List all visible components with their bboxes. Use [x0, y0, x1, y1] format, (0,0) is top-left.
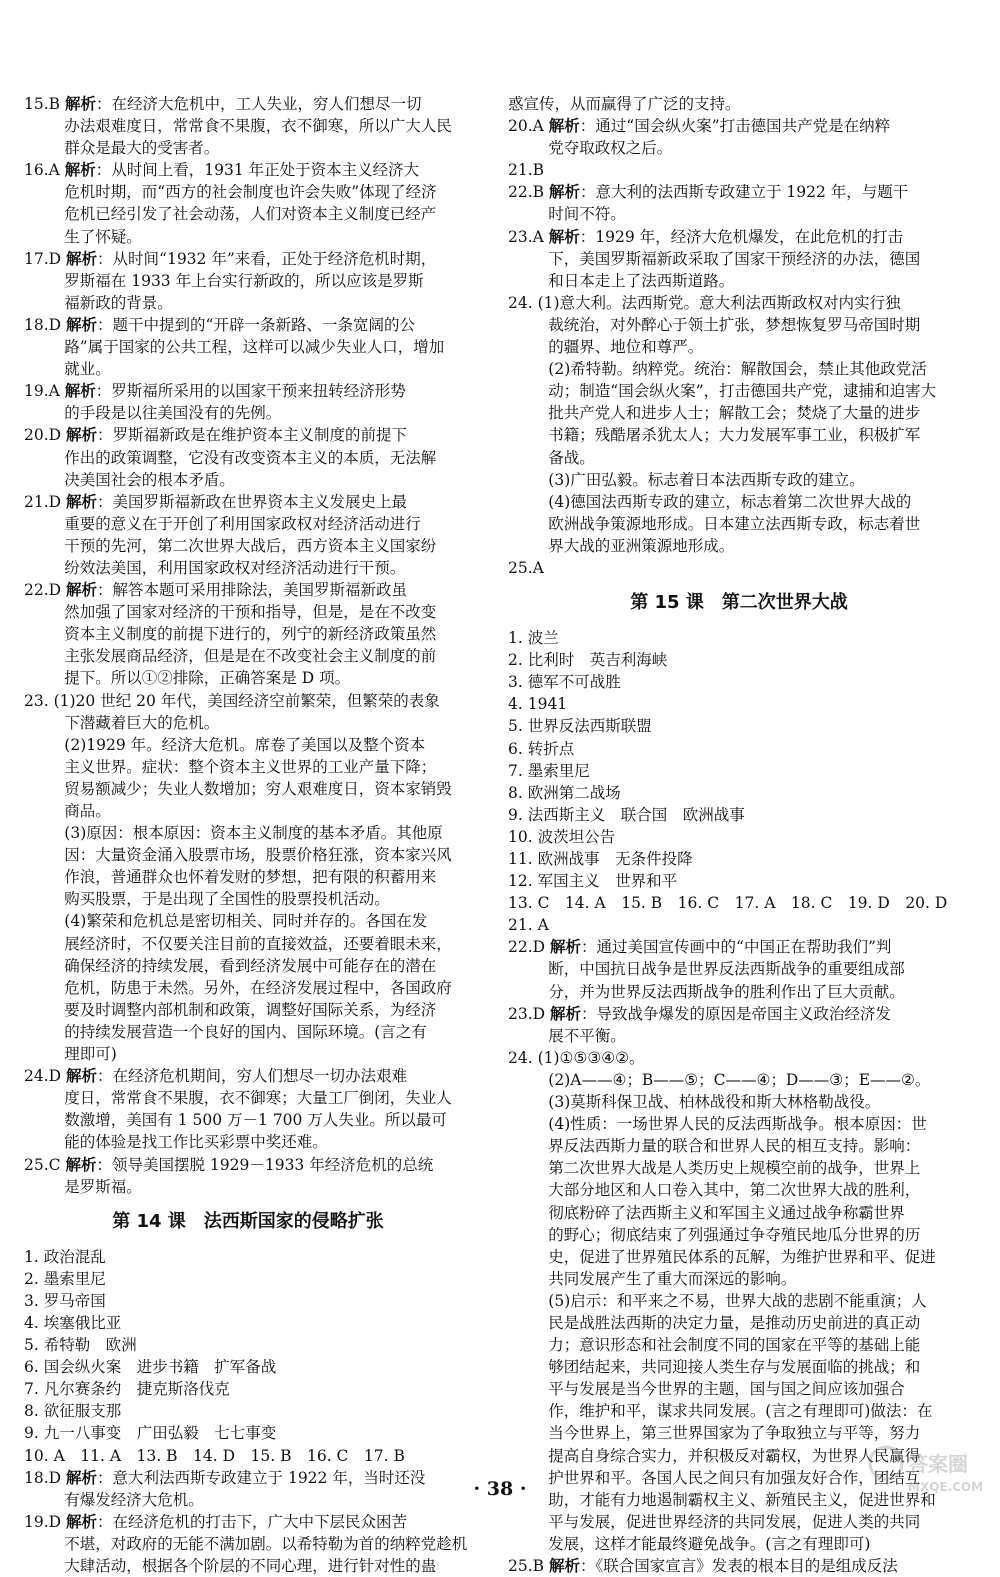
answer-text: (5)启示：和平来之不易，世界大战的悲剧不能重演；人	[548, 1291, 927, 1310]
answer-line	[508, 1356, 970, 1378]
answer-line	[508, 1511, 970, 1533]
answer-line	[508, 491, 970, 513]
analysis-keyword: 解析	[66, 1468, 98, 1487]
answer-line	[508, 1157, 970, 1179]
answer-text: ：从时间上看，1931 年正处于资本主义经济大	[95, 161, 420, 180]
answer-line	[24, 844, 472, 866]
answer-line	[24, 115, 472, 137]
right-answer	[508, 181, 970, 225]
left-answer	[24, 93, 472, 159]
answer-line	[508, 203, 970, 225]
right-answer	[508, 159, 970, 181]
answer-id: 25.B	[508, 1557, 545, 1575]
answer-text: 群众是最大的受害者。	[64, 139, 220, 158]
answer-line	[24, 910, 472, 932]
answer-line	[24, 1065, 472, 1087]
answer-text: 是罗斯福。	[64, 1177, 142, 1196]
answer-line	[508, 226, 970, 248]
answer-text: 办法艰难度日，常常食不果腹，衣不御寒，所以广大人民	[64, 117, 452, 136]
answer-line	[24, 226, 472, 248]
answer-id: 22.D	[508, 938, 546, 957]
answer-text: 史，促进了世界殖民体系的瓦解，为维护世界和平、促进	[548, 1247, 936, 1266]
answer-line	[24, 999, 472, 1021]
answer-text: (3)广田弘毅。标志着日本法西斯专政的建立。	[548, 470, 865, 489]
list-item: 9. 九一八事变 广田弘毅 七七事变	[24, 1424, 277, 1443]
answer-id: 18.D	[24, 1468, 62, 1487]
answer-line	[508, 1400, 970, 1422]
left-column	[24, 93, 472, 1577]
answer-text: 和日本走上了法西斯道路。	[548, 271, 735, 290]
answer-text: 平与发展，促进世界经济的共同发展，促进人类的共同	[548, 1512, 921, 1531]
answer-text: 助，才能有力地遏制霸权主义、新殖民主义，促进世界和	[548, 1490, 936, 1509]
answer-text: ：题干中提到的“开辟一条新路、一条宽阔的公	[97, 315, 415, 334]
answer-text: (4)繁荣和危机总是密切相关、同时并存的。各国在发	[64, 912, 428, 931]
answer-line	[508, 248, 970, 270]
answer-text: ：意大利法西斯专政建立于 1922 年，当时还没	[97, 1468, 426, 1487]
answer-text: 重要的意义在于开创了利用国家政权对经济活动进行	[64, 514, 421, 533]
answer-text: 裁统治，对外醉心于领土扩张，梦想恢复罗马帝国时期	[548, 315, 921, 334]
answer-text: 展不平衡。	[548, 1026, 626, 1045]
list-item: 1. 政治混乱	[24, 1247, 106, 1266]
analysis-keyword: 解析	[64, 161, 96, 180]
answer-line	[508, 424, 970, 446]
answer-text: 决美国社会的根本矛盾。	[64, 470, 235, 489]
list-item: 10. A 11. A 13. B 14. D 15. B 16. C 17. B	[24, 1446, 405, 1465]
answer-text: 提高自身综合实力，并积极反对霸权，为世界人民赢得	[548, 1446, 921, 1465]
answer-text: ：在经济大危机中，工人失业，穷人们想尽一切	[96, 95, 422, 113]
answer-text: ：罗斯福所采用的以国家干预来扭转经济形势	[95, 382, 406, 401]
list-item: 10. 波茨坦公告	[508, 827, 616, 846]
answer-text: ：解答本题可采用排除法，美国罗斯福新政虽	[97, 581, 408, 600]
answer-line	[508, 535, 970, 557]
right-answer	[508, 557, 970, 579]
answer-line	[508, 1091, 970, 1113]
analysis-keyword: 解析	[64, 95, 96, 113]
answer-text: (2)A——④；B——⑤；C——④；D——③；E——②。	[548, 1070, 931, 1089]
answer-id: 23.D	[508, 1004, 546, 1023]
answer-line	[508, 1533, 970, 1555]
answer-line	[24, 822, 472, 844]
left-answer	[24, 491, 472, 579]
answer-line	[508, 402, 970, 424]
answer-line	[24, 1154, 472, 1176]
left-answer	[24, 690, 472, 1066]
answer-text: 贸易额减少；失业人数增加；穷人艰难度日，资本家销毁	[64, 779, 452, 798]
answer-line	[24, 1511, 472, 1533]
answer-text: ：导致战争爆发的原因是帝国主义政治经济发	[581, 1004, 892, 1023]
right-answer	[508, 93, 970, 115]
answer-line	[24, 1043, 472, 1065]
answer-text: 资本主义制度的前提下进行的，列宁的新经济政策虽然	[64, 625, 437, 644]
answer-text: 然加强了国家对经济的干预和指导，但是，是在不改变	[64, 603, 437, 622]
answer-line	[24, 557, 472, 579]
answer-id: 16.A	[24, 161, 60, 180]
answer-line	[24, 667, 472, 689]
analysis-keyword: 解析	[66, 492, 98, 511]
answer-line	[24, 756, 472, 778]
right-answer	[508, 292, 970, 557]
answer-line	[24, 1021, 472, 1043]
answer-text: 下，美国罗斯福新政采取了国家干预经济的办法，德国	[548, 249, 921, 268]
answer-text: 界大战的亚洲策源地形成。	[548, 536, 735, 555]
answer-line	[24, 734, 472, 756]
answer-id: 22.D	[24, 581, 62, 600]
answer-line	[24, 93, 472, 115]
answer-line	[24, 977, 472, 999]
answer-line	[24, 424, 472, 446]
answer-text: 备战。	[548, 448, 595, 467]
answer-text: 能的体验是找工作比买彩票中奖还难。	[64, 1133, 328, 1152]
answer-id: 19.A	[24, 382, 60, 401]
answer-text: 的疆界、地位和尊严。	[548, 338, 704, 357]
answer-text: 主义世界。症状：整个资本主义世界的工业产量下降；	[64, 757, 437, 776]
answer-id: 24.	[508, 293, 533, 312]
answer-line	[508, 181, 970, 203]
answer-text: 确保经济的持续发展，看到经济发展中可能存在的潜在	[64, 956, 437, 975]
analysis-keyword: 解析	[66, 426, 98, 445]
list-item: 11. 欧洲战事 无条件投降	[508, 850, 693, 868]
answer-text: 生了怀疑。	[64, 227, 142, 246]
answer-text: 欧洲战争策源地形成。日本建立法西斯专政，标志着世	[548, 514, 921, 533]
answer-line	[24, 800, 472, 822]
analysis-keyword: 解析	[548, 227, 580, 246]
answer-id: 20.D	[24, 426, 62, 445]
answer-id: 23.	[24, 691, 49, 710]
answer-line	[24, 888, 472, 910]
lesson15-answer	[508, 1555, 970, 1577]
answer-text: 大肆活动，根据各个阶层的不同心理，进行针对性的蛊	[64, 1557, 437, 1575]
answer-line	[24, 314, 472, 336]
answer-line	[24, 491, 472, 513]
answer-line	[24, 955, 472, 977]
answer-line	[24, 270, 472, 292]
lesson-15-title: 第 15 课 第二次世界大战	[630, 592, 848, 614]
answer-text: 展经济时，不仅要关注目前的直接效益，还要着眼未来，	[64, 934, 452, 953]
list-item: 7. 墨索里尼	[508, 761, 590, 780]
answer-id: 18.D	[24, 315, 62, 334]
answer-text: 书籍；残酷屠杀犹太人；大力发展军事工业，积极扩军	[548, 426, 921, 445]
answer-text: 当今世界上，第三世界国家为了争取独立与平等，努力	[548, 1424, 921, 1443]
answer-line	[24, 1087, 472, 1109]
list-item: 2. 比利时 英吉利海峡	[508, 651, 668, 670]
answer-line	[508, 115, 970, 137]
list-item: 3. 罗马帝国	[24, 1291, 106, 1310]
answer-line	[24, 1131, 472, 1153]
answer-line	[508, 314, 970, 336]
list-item: 4. 1941	[508, 695, 568, 714]
answer-line	[508, 336, 970, 358]
answer-line	[24, 469, 472, 491]
answer-line	[24, 645, 472, 667]
lesson14-answer	[24, 1511, 472, 1577]
answer-line	[24, 513, 472, 535]
analysis-keyword: 解析	[66, 1067, 98, 1086]
analysis-keyword: 解析	[550, 938, 582, 957]
answer-text: 够团结起来，共同迎接人类生存与发展面临的挑战；和	[548, 1358, 921, 1377]
answer-text: 力；意识形态和社会制度不同的国家在平等的基础上能	[548, 1336, 921, 1355]
answer-text: 危机，防患于未然。另外，在经济发展过程中，各国政府	[64, 978, 452, 997]
answer-text: 断，中国抗日战争是世界反法西斯战争的重要组成部	[548, 960, 905, 979]
answer-line	[24, 778, 472, 800]
lesson15-answer	[508, 936, 970, 1002]
list-item: 4. 埃塞俄比亚	[24, 1313, 122, 1332]
answer-line	[508, 447, 970, 469]
answer-text: 彻底粉碎了法西斯主义和军国主义通过战争称霸世界	[548, 1203, 905, 1222]
left-answer	[24, 314, 472, 380]
right-answer	[508, 226, 970, 292]
answer-text: 共同发展产生了重大而深远的影响。	[548, 1269, 797, 1288]
lesson15-answer	[508, 1003, 970, 1047]
answer-line	[24, 181, 472, 203]
answer-line	[24, 535, 472, 557]
answer-line	[24, 579, 472, 601]
answer-id: 24.D	[24, 1067, 62, 1086]
analysis-keyword: 解析	[66, 1512, 98, 1531]
answer-text: 发展，这样才能最终避免战争。(言之有理即可)	[548, 1534, 871, 1553]
answer-text: 党夺取政权之后。	[548, 139, 673, 158]
answer-line	[508, 513, 970, 535]
answer-text: (3)原因：根本原因：资本主义制度的基本矛盾。其他原	[64, 824, 443, 843]
list-item: 13. C 14. A 15. B 16. C 17. A 18. C 19. D 20. D	[508, 894, 948, 913]
list-item: 5. 希特勒 欧洲	[24, 1336, 137, 1355]
answer-text: 危机已经引发了社会动荡，人们对资本主义制度已经产	[64, 205, 437, 224]
answer-text: 作出的政策调整，它没有改变资本主义的本质，无法解	[64, 448, 437, 467]
answer-line	[24, 447, 472, 469]
left-answer	[24, 1154, 472, 1198]
analysis-keyword: 解析	[66, 249, 98, 268]
answer-text: ：在经济危机的打击下，广大中下层民众困苦	[97, 1512, 408, 1531]
answer-line	[508, 1179, 970, 1201]
left-answer	[24, 380, 472, 424]
answer-text: 罗斯福在 1933 年上台实行新政的，所以应该是罗斯	[64, 271, 424, 290]
answer-line	[508, 1334, 970, 1356]
list-item: 6. 转折点	[508, 739, 575, 758]
answer-line	[24, 292, 472, 314]
list-item: 3. 德军不可战胜	[508, 673, 621, 692]
left-answer	[24, 159, 472, 247]
answer-id: 22.B	[508, 183, 545, 202]
answer-id: 20.A	[508, 117, 544, 136]
answer-line	[24, 159, 472, 181]
left-answer	[24, 579, 472, 689]
answer-line	[508, 159, 970, 181]
answer-text: 购买股票，于是出现了全国性的股票投机活动。	[64, 890, 390, 909]
svg-text:MXQE.COM: MXQE.COM	[908, 1480, 984, 1494]
answer-text: (1)意大利。法西斯党。意大利法西斯政权对内实行独	[537, 293, 901, 312]
answer-id: 24.	[508, 1048, 533, 1067]
answer-text: 民是战胜法西斯的决定力量，是推动历史前进的真正动	[548, 1313, 921, 1332]
page-number: · 38 ·	[473, 1478, 527, 1500]
answer-text: 理即可)	[64, 1045, 117, 1064]
answer-id: 25.C	[24, 1155, 61, 1174]
analysis-keyword: 解析	[548, 117, 580, 136]
answer-line	[24, 1109, 472, 1131]
answer-line	[508, 1135, 970, 1157]
answer-line	[24, 248, 472, 270]
list-item: 1. 波兰	[508, 629, 559, 648]
answer-text: ：1929 年，经济大危机爆发，在此危机的打击	[579, 227, 904, 246]
answer-line	[24, 712, 472, 734]
answer-text: 数激增，美国有 1 500 万－1 700 万人失业。所以最可	[64, 1111, 447, 1130]
answer-text: ：通过美国宣传画中的“中国正在帮助我们”判	[581, 938, 892, 957]
answer-text: (1)①⑤③④②。	[537, 1048, 645, 1067]
answer-text: 不堪，对政府的无能不满加剧。以希特勒为首的纳粹党趁机	[64, 1534, 468, 1553]
answer-line	[508, 1268, 970, 1290]
answer-text: 作，维护和平，谋求共同发展。(言之有理即可)做法：在	[548, 1402, 933, 1421]
list-item: 6. 国会纵火案 进步书籍 扩军备战	[24, 1358, 277, 1377]
answer-id: 25.A	[508, 558, 544, 577]
answer-text: (3)莫斯科保卫战、柏林战役和斯大林格勒战役。	[548, 1093, 881, 1112]
answer-line	[508, 1246, 970, 1268]
answer-text: ：在经济危机期间，穷人们想尽一切办法艰难	[97, 1067, 408, 1086]
watermark-logo	[868, 1437, 988, 1499]
left-answer	[24, 1065, 472, 1153]
analysis-keyword: 解析	[548, 1557, 580, 1575]
answer-line	[508, 1025, 970, 1047]
analysis-keyword: 解析	[64, 382, 96, 401]
answer-text: 平与发展是当今世界的主题，国与国之间应该加强合	[548, 1380, 905, 1399]
lesson-14-title: 第 14 课 法西斯国家的侵略扩张	[112, 1210, 384, 1232]
left-answer	[24, 424, 472, 490]
answer-text: 干预的先河，第二次世界大战后，西方资本主义国家纷	[64, 536, 437, 555]
answer-text: 有爆发经济大危机。	[64, 1490, 204, 1509]
answer-text: 第二次世界大战是人类历史上规模空前的战争，世界上	[548, 1159, 921, 1178]
answer-text: 的野心；彻底结束了列强通过争夺殖民地瓜分世界的历	[548, 1225, 921, 1244]
list-item: 9. 法西斯主义 联合国 欧洲战事	[508, 805, 745, 824]
answer-line	[24, 601, 472, 623]
answer-line	[24, 1176, 472, 1198]
svg-text:答案圈: 答案圈	[908, 1452, 968, 1476]
answer-line	[508, 958, 970, 980]
analysis-keyword: 解析	[548, 183, 580, 202]
answer-text: 的手段是以往美国没有的先例。	[64, 404, 282, 423]
answer-line	[508, 1555, 970, 1577]
answer-text: (4)德国法西斯专政的建立，标志着第二次世界大战的	[548, 492, 912, 511]
answer-text: (1)20 世纪 20 年代，美国经济空前繁荣，但繁荣的表象	[53, 691, 440, 710]
answer-text: 大部分地区和人口卷入其中，第二次世界大战的胜利，	[548, 1181, 921, 1200]
answer-text: (4)性质：一场世界人民的反法西斯战争。根本原因：世	[548, 1115, 927, 1134]
answer-id: 19.D	[24, 1512, 62, 1531]
answer-text: 危机时期，而“西方的社会制度也许会失败”体现了经济	[64, 183, 437, 202]
left-answer	[24, 248, 472, 314]
answer-line	[24, 623, 472, 645]
answer-line	[508, 137, 970, 159]
answer-line	[508, 292, 970, 314]
analysis-keyword: 解析	[66, 581, 98, 600]
answer-text: 时间不符。	[548, 205, 626, 224]
answer-text: 界反法西斯力量的联合和世界人民的相互支持。影响：	[548, 1137, 921, 1156]
answer-text: ：从时间“1932 年”来看，正处于经济危机时期，	[97, 249, 437, 268]
answer-line	[508, 981, 970, 1003]
answer-line	[508, 1378, 970, 1400]
analysis-keyword: 解析	[550, 1004, 582, 1023]
answer-text: 护世界和平。各国人民之间只有加强友好合作，团结互	[548, 1468, 921, 1487]
answer-text: 商品。	[64, 802, 111, 820]
answer-line	[24, 1533, 472, 1555]
answer-line	[24, 137, 472, 159]
analysis-keyword: 解析	[66, 315, 98, 334]
list-item: 2. 墨索里尼	[24, 1269, 106, 1288]
answer-line	[24, 402, 472, 424]
answer-line	[508, 1224, 970, 1246]
answer-text: 惑宣传，从而赢得了广泛的支持。	[508, 95, 741, 113]
answer-line	[24, 690, 472, 712]
list-item: 8. 欲征服支那	[24, 1402, 122, 1421]
answer-line	[508, 380, 970, 402]
answer-line	[24, 933, 472, 955]
list-item: 8. 欧洲第二战场	[508, 783, 621, 802]
answer-line	[508, 1202, 970, 1224]
answer-text: ：领导美国摆脱 1929－1933 年经济危机的总统	[96, 1155, 434, 1174]
answer-text: ：美国罗斯福新政在世界资本主义发展史上最	[97, 492, 408, 511]
answer-text: 因：大量资金涌入股票市场，股票价格狂涨，资本家兴风	[64, 846, 452, 865]
answer-id: 21.B	[508, 161, 545, 180]
answer-line	[508, 93, 970, 115]
answer-line	[24, 1555, 472, 1577]
answer-text: ：罗斯福新政是在维护资本主义制度的前提下	[97, 426, 408, 445]
answer-text: 要及时调整内部机制和政策，调整好国际关系，为经济	[64, 1000, 437, 1019]
answer-line	[508, 1312, 970, 1334]
answer-line	[508, 469, 970, 491]
answer-text: 路”属于国家的公共工程，这样可以减少失业人口，增加	[64, 338, 445, 357]
answer-line	[508, 270, 970, 292]
answer-text: 福新政的背景。	[64, 293, 173, 312]
analysis-keyword: 解析	[65, 1155, 97, 1174]
answer-id: 23.A	[508, 227, 544, 246]
answer-line	[508, 1113, 970, 1135]
answer-line	[508, 1047, 970, 1069]
answer-text: 就业。	[64, 360, 111, 379]
answer-line	[508, 1290, 970, 1312]
answer-text: (2)1929 年。经济大危机。席卷了美国以及整个资本	[64, 735, 426, 754]
answer-text: 分，并为世界反法西斯战争的胜利作出了巨大贡献。	[548, 982, 905, 1001]
answer-text: 作浪，普通群众也怀着发财的梦想，把有限的积蓄用来	[64, 868, 437, 887]
right-answer	[508, 115, 970, 159]
answer-id: 21.D	[24, 492, 62, 511]
answer-line	[508, 936, 970, 958]
list-item: 21. A	[508, 916, 549, 935]
answer-text: 的持续发展营造一个良好的国内、国际环境。(言之有	[64, 1022, 427, 1041]
answer-text: ：《联合国家宣言》发表的根本目的是组成反法	[580, 1557, 898, 1575]
answer-line	[24, 866, 472, 888]
answer-id: 17.D	[24, 249, 62, 268]
answer-line	[508, 557, 970, 579]
list-item: 12. 军国主义 世界和平	[508, 872, 678, 891]
answer-line	[24, 336, 472, 358]
list-item: 5. 世界反法西斯联盟	[508, 717, 652, 736]
answer-text: ：意大利的法西斯专政建立于 1922 年，与题干	[580, 183, 909, 202]
answer-line	[508, 1003, 970, 1025]
answer-text: 批共产党人和进步人士；解散工会；焚烧了大量的进步	[548, 404, 921, 423]
answer-text: 度日，常常食不果腹，衣不御寒；大量工厂倒闭，失业人	[64, 1089, 452, 1108]
answer-text: 下潜藏着巨大的危机。	[64, 713, 220, 732]
answer-text: 纷效法美国，利用国家政权对经济活动进行干预。	[64, 558, 406, 577]
answer-text: 提下。所以①②排除，正确答案是 D 项。	[64, 669, 351, 688]
answer-text: ：通过“国会纵火案”打击德国共产党是在纳粹	[579, 117, 891, 136]
answer-line	[508, 358, 970, 380]
answer-line	[24, 380, 472, 402]
list-item: 7. 凡尔赛条约 捷克斯洛伐克	[24, 1380, 230, 1399]
answer-text: 动；制造“国会纵火案”，打击德国共产党，逮捕和迫害大	[548, 382, 937, 401]
right-column	[508, 93, 970, 1577]
answer-text: (2)希特勒。纳粹党。统治：解散国会，禁止其他政党活	[548, 360, 927, 379]
answer-line	[508, 1069, 970, 1091]
answer-id: 15.B	[24, 95, 61, 113]
answer-line	[24, 358, 472, 380]
answer-line	[24, 203, 472, 225]
answer-text: 主张发展商品经济，但是是在不改变社会主义制度的前	[64, 647, 437, 666]
